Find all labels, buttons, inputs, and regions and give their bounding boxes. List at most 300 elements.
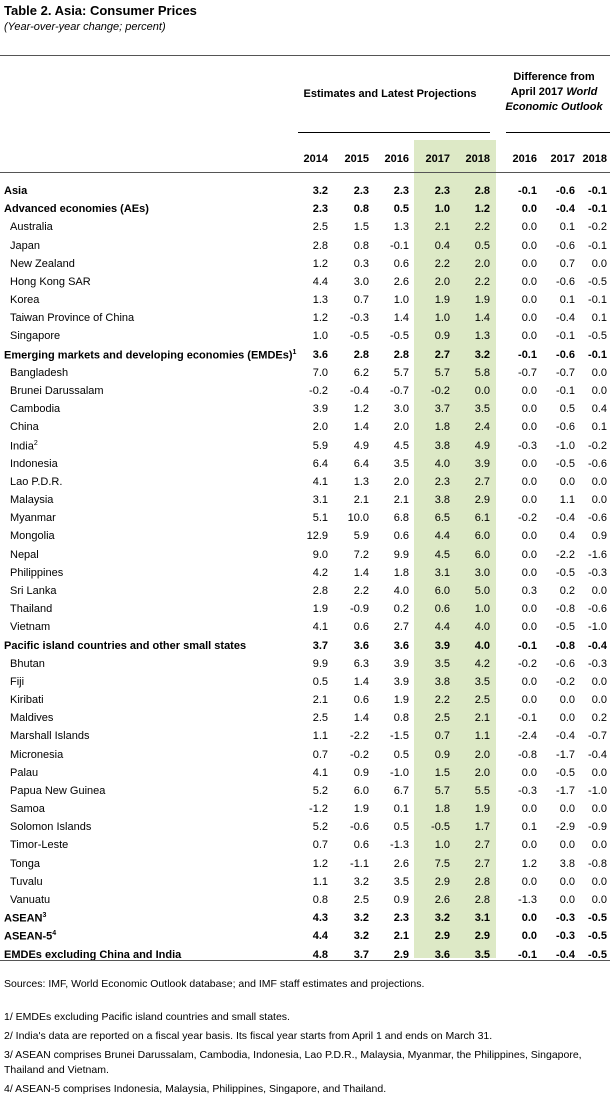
value-cell: 3.0 <box>474 566 490 579</box>
value-cell: -0.6 <box>556 421 575 434</box>
value-cell: 9.0 <box>312 548 328 561</box>
value-cell: 2.1 <box>474 712 490 725</box>
value-cell: 2.2 <box>434 694 450 707</box>
table-row <box>0 310 610 328</box>
value-cell: 2.9 <box>393 948 409 961</box>
value-cell: 3.5 <box>393 457 409 470</box>
table-row <box>0 765 610 783</box>
value-cell: 2.7 <box>474 839 490 852</box>
value-cell: 2.7 <box>434 348 450 361</box>
value-cell: 2.2 <box>474 221 490 234</box>
table-row <box>0 619 610 637</box>
value-cell: 5.8 <box>474 366 490 379</box>
value-cell: 0.0 <box>591 839 607 852</box>
value-cell: -0.5 <box>556 457 575 470</box>
value-cell: 5.1 <box>312 512 328 525</box>
value-cell: 0.0 <box>591 475 607 488</box>
table-row <box>0 638 610 656</box>
table-row <box>0 292 610 310</box>
table-row <box>0 874 610 892</box>
value-cell: 0.0 <box>559 803 575 816</box>
value-cell: 4.4 <box>434 530 450 543</box>
row-label: Mongolia <box>10 530 55 543</box>
table-row <box>0 401 610 419</box>
value-cell: 4.9 <box>353 439 369 452</box>
value-cell: -0.1 <box>588 185 607 197</box>
value-cell: -0.6 <box>556 348 575 361</box>
table-row <box>0 928 610 946</box>
header-rule <box>0 172 610 173</box>
value-cell: 3.0 <box>353 275 369 288</box>
table-row <box>0 256 610 274</box>
value-cell: -0.1 <box>518 948 537 961</box>
value-cell: 2.4 <box>474 421 490 434</box>
table-row <box>0 456 610 474</box>
year-header: 2017 <box>425 153 450 165</box>
value-cell: -2.4 <box>518 730 537 743</box>
sources-note: Sources: IMF, World Economic Outlook database; and IMF staff estimates and projections. <box>4 978 425 990</box>
value-cell: 1.2 <box>353 403 369 416</box>
value-cell: 7.5 <box>434 857 450 870</box>
row-label: Micronesia <box>10 748 64 761</box>
value-cell: -0.2 <box>588 221 607 234</box>
value-cell: 4.3 <box>312 912 328 925</box>
value-cell: 0.0 <box>591 384 607 397</box>
row-label: India$^2$ <box>10 439 38 453</box>
value-cell: 2.7 <box>474 475 490 488</box>
table-row <box>0 656 610 674</box>
value-cell: 3.5 <box>393 875 409 888</box>
value-cell: 1.5 <box>434 766 450 779</box>
footnote-ref: 4 <box>52 930 57 938</box>
value-cell: 2.5 <box>434 712 450 725</box>
value-cell: 0.0 <box>591 257 607 270</box>
value-cell: 2.8 <box>353 348 369 361</box>
value-cell: -1.0 <box>390 766 409 779</box>
value-cell: 0.9 <box>434 330 450 343</box>
value-cell: 2.3 <box>393 185 409 197</box>
value-cell: 3.5 <box>434 657 450 670</box>
value-cell: 0.0 <box>521 912 537 925</box>
value-cell: 0.0 <box>521 294 537 307</box>
value-cell: 0.0 <box>474 384 490 397</box>
value-cell: -0.2 <box>556 675 575 688</box>
value-cell: 0.6 <box>393 257 409 270</box>
value-cell: 0.0 <box>591 494 607 507</box>
value-cell: 5.7 <box>434 784 450 797</box>
value-cell: 1.1 <box>474 730 490 743</box>
value-cell: 2.8 <box>393 348 409 361</box>
value-cell: 3.2 <box>353 875 369 888</box>
value-cell: 0.5 <box>474 239 490 252</box>
value-cell: -0.1 <box>588 348 607 361</box>
table-row <box>0 947 610 965</box>
row-label: China <box>10 421 39 434</box>
value-cell: 1.3 <box>353 475 369 488</box>
value-cell: -0.6 <box>556 275 575 288</box>
row-label: Solomon Islands <box>10 821 92 834</box>
row-label: Nepal <box>10 548 39 561</box>
estimates-header: Estimates and Latest Projections <box>303 88 477 100</box>
value-cell: 0.1 <box>393 803 409 816</box>
row-label: EMDEs excluding China and India <box>4 948 182 961</box>
row-label: Hong Kong SAR <box>10 275 91 288</box>
value-cell: 9.9 <box>312 657 328 670</box>
value-cell: 2.1 <box>434 221 450 234</box>
value-cell: 1.2 <box>521 857 537 870</box>
value-cell: 0.0 <box>521 530 537 543</box>
value-cell: 0.8 <box>312 894 328 907</box>
value-cell: 1.2 <box>312 857 328 870</box>
value-cell: 2.8 <box>474 875 490 888</box>
row-label: Indonesia <box>10 457 58 470</box>
value-cell: 0.0 <box>521 421 537 434</box>
difference-header <box>498 70 610 115</box>
value-cell: -0.5 <box>350 330 369 343</box>
value-cell: -0.4 <box>556 730 575 743</box>
table-row <box>0 528 610 546</box>
value-cell: 2.8 <box>474 185 490 197</box>
row-label: Papua New Guinea <box>10 784 106 797</box>
value-cell: 0.5 <box>312 675 328 688</box>
value-cell: 1.3 <box>393 221 409 234</box>
value-cell: 0.8 <box>393 712 409 725</box>
value-cell: 2.8 <box>474 894 490 907</box>
value-cell: -0.7 <box>556 366 575 379</box>
table-row <box>0 892 610 910</box>
difference-header-line1: Difference from <box>513 71 595 83</box>
value-cell: 0.0 <box>521 766 537 779</box>
year-header: 2016 <box>384 153 409 165</box>
value-cell: 0.7 <box>312 839 328 852</box>
table-row <box>0 601 610 619</box>
value-cell: 7.2 <box>353 548 369 561</box>
value-cell: -0.6 <box>556 657 575 670</box>
table-row <box>0 274 610 292</box>
value-cell: -0.2 <box>518 512 537 525</box>
value-cell: 0.0 <box>521 548 537 561</box>
value-cell: -0.7 <box>588 730 607 743</box>
value-cell: 1.0 <box>312 330 328 343</box>
value-cell: 0.0 <box>521 475 537 488</box>
value-cell: 2.9 <box>434 875 450 888</box>
value-cell: -1.1 <box>350 857 369 870</box>
value-cell: 0.9 <box>591 530 607 543</box>
value-cell: 4.2 <box>474 657 490 670</box>
value-cell: 1.8 <box>434 421 450 434</box>
estimates-underline <box>298 132 490 133</box>
value-cell: 0.2 <box>591 712 607 725</box>
value-cell: 1.0 <box>393 294 409 307</box>
footnote-ref: 1 <box>292 348 297 356</box>
value-cell: 0.9 <box>353 766 369 779</box>
table-row <box>0 856 610 874</box>
value-cell: 2.9 <box>474 494 490 507</box>
value-cell: -0.8 <box>556 603 575 616</box>
value-cell: 0.0 <box>521 621 537 634</box>
value-cell: 3.9 <box>393 657 409 670</box>
value-cell: 3.6 <box>434 948 450 961</box>
value-cell: 2.0 <box>312 421 328 434</box>
value-cell: 1.0 <box>434 203 450 216</box>
value-cell: -0.1 <box>390 239 409 252</box>
difference-header-line2 <box>498 85 610 100</box>
value-cell: 3.2 <box>353 912 369 925</box>
value-cell: 4.0 <box>474 621 490 634</box>
value-cell: -0.8 <box>518 748 537 761</box>
value-cell: 3.9 <box>434 639 450 652</box>
value-cell: 0.6 <box>393 530 409 543</box>
value-cell: 1.9 <box>434 294 450 307</box>
value-cell: -1.3 <box>390 839 409 852</box>
value-cell: 2.0 <box>434 275 450 288</box>
value-cell: 3.9 <box>312 403 328 416</box>
value-cell: -0.6 <box>588 603 607 616</box>
year-header: 2018 <box>465 153 490 165</box>
value-cell: 1.4 <box>353 421 369 434</box>
table-row <box>0 692 610 710</box>
table-row <box>0 183 610 201</box>
value-cell: -1.7 <box>556 748 575 761</box>
value-cell: -0.5 <box>588 930 607 943</box>
row-label: Sri Lanka <box>10 584 57 597</box>
row-label: ASEAN-$5^4$ <box>4 930 57 944</box>
value-cell: 0.4 <box>591 403 607 416</box>
value-cell: 0.5 <box>393 748 409 761</box>
value-cell: 4.1 <box>312 766 328 779</box>
value-cell: -0.3 <box>556 912 575 925</box>
row-label: Tonga <box>10 857 40 870</box>
value-cell: -0.6 <box>588 512 607 525</box>
value-cell: 1.1 <box>312 730 328 743</box>
value-cell: 1.8 <box>393 566 409 579</box>
value-cell: 4.4 <box>312 275 328 288</box>
value-cell: 1.4 <box>393 312 409 325</box>
value-cell: -0.8 <box>588 857 607 870</box>
value-cell: 3.1 <box>474 912 490 925</box>
value-cell: 0.1 <box>591 312 607 325</box>
difference-header-line3: Economic Outlook <box>505 101 603 113</box>
value-cell: 2.2 <box>353 584 369 597</box>
value-cell: -0.9 <box>350 603 369 616</box>
value-cell: 0.0 <box>559 894 575 907</box>
table-row <box>0 565 610 583</box>
value-cell: 1.9 <box>312 603 328 616</box>
value-cell: 6.8 <box>393 512 409 525</box>
value-cell: 1.9 <box>474 803 490 816</box>
value-cell: 5.0 <box>474 584 490 597</box>
year-header: 2015 <box>344 153 369 165</box>
value-cell: 3.5 <box>474 403 490 416</box>
value-cell: 3.8 <box>434 675 450 688</box>
year-header: 2018 <box>582 153 607 165</box>
year-header: 2014 <box>303 153 328 165</box>
footnote-2: 2/ India's data are reported on a fiscal year basis. Its fiscal year starts from April 1 and ends on March 31. <box>4 1030 493 1042</box>
value-cell: 1.1 <box>559 494 575 507</box>
table-row <box>0 674 610 692</box>
value-cell: 0.0 <box>559 475 575 488</box>
value-cell: 0.1 <box>591 421 607 434</box>
row-label: Pacific island countries and other small states <box>4 639 247 652</box>
row-label: Bhutan <box>10 657 45 670</box>
table-row <box>0 747 610 765</box>
value-cell: 4.9 <box>474 439 490 452</box>
value-cell: -0.4 <box>556 203 575 216</box>
value-cell: 2.5 <box>312 221 328 234</box>
value-cell: 0.0 <box>521 221 537 234</box>
value-cell: 2.8 <box>312 239 328 252</box>
value-cell: 7.0 <box>312 366 328 379</box>
value-cell: -1.0 <box>588 621 607 634</box>
value-cell: 2.3 <box>393 912 409 925</box>
table-row <box>0 219 610 237</box>
value-cell: 5.7 <box>434 366 450 379</box>
value-cell: 3.7 <box>434 403 450 416</box>
table-row <box>0 383 610 401</box>
value-cell: 1.2 <box>312 257 328 270</box>
value-cell: 4.4 <box>312 930 328 943</box>
value-cell: 3.9 <box>474 457 490 470</box>
value-cell: 0.6 <box>353 621 369 634</box>
value-cell: -0.2 <box>309 384 328 397</box>
value-cell: 2.5 <box>353 894 369 907</box>
value-cell: 0.0 <box>591 875 607 888</box>
value-cell: -0.4 <box>556 512 575 525</box>
value-cell: -0.5 <box>588 948 607 961</box>
table-row <box>0 347 610 365</box>
value-cell: 0.0 <box>559 839 575 852</box>
value-cell: 2.3 <box>434 475 450 488</box>
value-cell: -0.7 <box>390 384 409 397</box>
value-cell: -1.3 <box>518 894 537 907</box>
table-row <box>0 801 610 819</box>
value-cell: 0.3 <box>353 257 369 270</box>
table-row <box>0 474 610 492</box>
table-row <box>0 492 610 510</box>
value-cell: -0.3 <box>588 657 607 670</box>
value-cell: 0.6 <box>434 603 450 616</box>
value-cell: 0.0 <box>521 457 537 470</box>
value-cell: 3.8 <box>559 857 575 870</box>
row-label: Tuvalu <box>10 875 43 888</box>
value-cell: 2.0 <box>393 421 409 434</box>
value-cell: 12.9 <box>306 530 328 543</box>
value-cell: 0.9 <box>434 748 450 761</box>
value-cell: -0.6 <box>588 457 607 470</box>
value-cell: -0.2 <box>518 657 537 670</box>
value-cell: -0.5 <box>556 766 575 779</box>
footnote-ref: 3 <box>42 912 47 920</box>
value-cell: 0.0 <box>591 584 607 597</box>
value-cell: 2.0 <box>393 475 409 488</box>
footnote-4: 4/ ASEAN-5 comprises Indonesia, Malaysia, Philippines, Singapore, and Thailand. <box>4 1083 387 1095</box>
table-row <box>0 819 610 837</box>
value-cell: -0.4 <box>588 639 607 652</box>
row-label: Taiwan Province of China <box>10 312 135 325</box>
value-cell: -0.1 <box>556 330 575 343</box>
value-cell: -2.2 <box>350 730 369 743</box>
table-row <box>0 710 610 728</box>
value-cell: 1.9 <box>474 294 490 307</box>
value-cell: 2.3 <box>353 185 369 197</box>
value-cell: 0.0 <box>559 875 575 888</box>
value-cell: 0.6 <box>353 694 369 707</box>
value-cell: 0.8 <box>353 239 369 252</box>
value-cell: -2.9 <box>556 821 575 834</box>
row-label: Brunei Darussalam <box>10 384 104 397</box>
value-cell: 1.3 <box>312 294 328 307</box>
value-cell: 0.0 <box>521 403 537 416</box>
row-label: ASEAN$^3$ <box>4 912 47 925</box>
table-row <box>0 783 610 801</box>
value-cell: 5.7 <box>393 366 409 379</box>
row-label: Marshall Islands <box>10 730 90 743</box>
table-row <box>0 365 610 383</box>
value-cell: 4.0 <box>434 457 450 470</box>
value-cell: 1.4 <box>474 312 490 325</box>
value-cell: 0.9 <box>393 894 409 907</box>
value-cell: -1.5 <box>390 730 409 743</box>
value-cell: 2.9 <box>474 930 490 943</box>
table-row <box>0 583 610 601</box>
value-cell: 0.0 <box>521 839 537 852</box>
value-cell: 3.7 <box>312 639 328 652</box>
value-cell: -0.1 <box>518 348 537 361</box>
value-cell: -0.1 <box>588 203 607 216</box>
value-cell: 5.9 <box>312 439 328 452</box>
value-cell: 4.1 <box>312 475 328 488</box>
value-cell: 1.4 <box>353 712 369 725</box>
table-row <box>0 510 610 528</box>
value-cell: 0.8 <box>353 203 369 216</box>
value-cell: 1.7 <box>474 821 490 834</box>
value-cell: 0.3 <box>521 584 537 597</box>
value-cell: 0.2 <box>559 584 575 597</box>
value-cell: 2.5 <box>474 694 490 707</box>
row-label: Palau <box>10 766 39 779</box>
value-cell: 0.0 <box>521 603 537 616</box>
value-cell: 0.0 <box>591 766 607 779</box>
value-cell: 0.5 <box>559 403 575 416</box>
row-label: Vanuatu <box>10 894 51 907</box>
value-cell: -1.7 <box>556 784 575 797</box>
value-cell: -0.8 <box>556 639 575 652</box>
value-cell: -0.6 <box>350 821 369 834</box>
value-cell: 1.5 <box>353 221 369 234</box>
value-cell: 3.6 <box>353 639 369 652</box>
value-cell: 0.0 <box>591 894 607 907</box>
value-cell: 5.2 <box>312 821 328 834</box>
value-cell: 1.2 <box>312 312 328 325</box>
value-cell: 4.5 <box>393 439 409 452</box>
value-cell: -0.3 <box>556 930 575 943</box>
value-cell: 6.0 <box>474 548 490 561</box>
value-cell: 2.6 <box>393 275 409 288</box>
value-cell: 2.1 <box>353 494 369 507</box>
value-cell: -1.0 <box>588 784 607 797</box>
value-cell: 1.9 <box>393 694 409 707</box>
value-cell: 2.3 <box>312 203 328 216</box>
row-label: Maldives <box>10 712 54 725</box>
value-cell: -0.1 <box>518 639 537 652</box>
difference-header-line2a: April 2017 <box>510 86 567 98</box>
row-label: New Zealand <box>10 257 75 270</box>
value-cell: 1.1 <box>312 875 328 888</box>
value-cell: 3.1 <box>434 566 450 579</box>
value-cell: -1.2 <box>309 803 328 816</box>
row-label: Philippines <box>10 566 64 579</box>
value-cell: -0.5 <box>390 330 409 343</box>
